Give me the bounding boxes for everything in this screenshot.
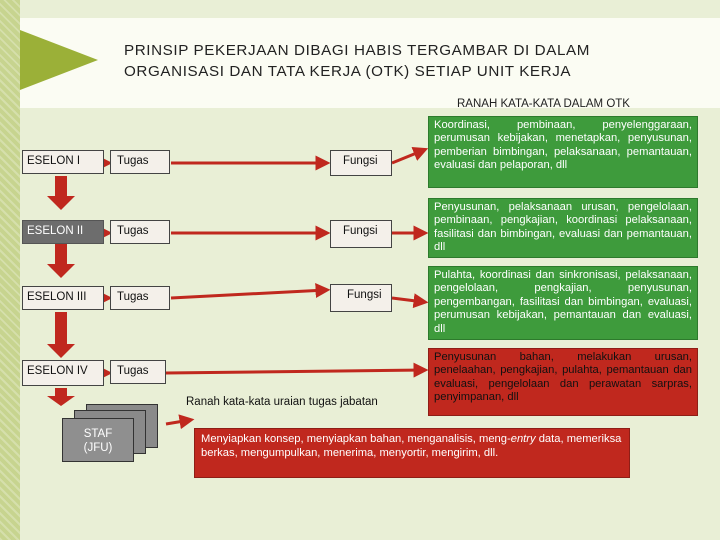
staf-desc-post: data, memeriksa berkas, mengumpulkan, menerima, menyortir, mengirim, dll. [201,433,622,459]
fungsi-3-label: Fungsi [347,289,382,301]
tugas-3-label: Tugas [117,291,149,303]
staf-card [62,418,134,462]
staf-label: STAF [83,428,113,440]
fungsi-1-label: Fungsi [343,155,378,167]
tugas-2-label: Tugas [117,225,149,237]
desc-staf [194,428,630,478]
eselon-3-label: ESELON III [27,291,87,303]
fungsi-2-box [330,220,392,248]
fungsi-2-label: Fungsi [343,225,378,237]
title-line-1: PRINSIP PEKERJAAN DIBAGI HABIS TERGAMBAR DI DALAM [124,42,591,59]
staf-desc-em: entry [510,433,536,445]
staf-desc-pre: Menyiapkan konsep, menyiapkan bahan, menganalisis, meng- [201,433,511,445]
eselon-4-box [22,360,104,386]
title-line-2: ORGANISASI DAN TATA KERJA (OTK) SETIAP UNIT KERJA [124,63,572,80]
tugas-4-label: Tugas [117,365,149,377]
desc-eselon-3: Pulahta, koordinasi dan sinkronisasi, pelaksanaan, pengelolaan, pengkajian, penyusunan, pengembangan, fasilitasi dan bimbingan, evaluasi, perumusan kebijakan, pemantauan dan evaluasi, dll [428,266,698,340]
subtitle: RANAH KATA-KATA DALAM OTK [457,98,630,110]
desc-eselon-2: Penyusunan, pelaksanaan urusan, pengelolaan, pembinaan, pengkajian, koordinasi pelaksanaan, fasilitasi dan bimbingan, evaluasi dan pemantauan, dll [428,198,698,258]
arrow-fungsi1-desc [392,150,424,163]
fungsi-1-box [330,150,392,176]
staf-sublabel: (JFU) [83,442,113,454]
arrow-tugas4-desc [166,370,424,373]
arrow-fungsi3-desc [392,298,424,302]
desc-eselon-1: Koordinasi, pembinaan, penyelenggaraan, perumusan kebijakan, menetapkan, penyusunan, pemberian bimbingan, pelaksanaan, pemantauan, evaluasi dan pelaporan, dll [428,116,698,188]
staf-stack [62,404,162,466]
eselon-3-box [22,286,104,310]
down-arrow-2 [47,244,75,278]
eselon-1-label: ESELON I [27,155,81,167]
eselon-2-box [22,220,104,244]
desc-eselon-4: Penyusunan bahan, melakukan urusan, penelaahan, pengkajian, pulahta, pemantauan dan evaluasi, pengelolaan dan perawatan sarpras, penyimpanan, dll [428,348,698,416]
tugas-2-box [110,220,170,244]
eselon-1-box [22,150,104,174]
tugas-1-label: Tugas [117,155,149,167]
down-arrow-3 [47,312,75,358]
ranah-note: Ranah kata-kata uraian tugas jabatan [186,396,378,408]
tugas-1-box [110,150,170,174]
eselon-2-label: ESELON II [27,225,84,237]
tugas-3-box [110,286,170,310]
eselon-4-label: ESELON IV [27,365,88,377]
down-arrow-1 [47,176,75,210]
tugas-4-box [110,360,166,384]
arrow-staf-desc [166,420,190,424]
fungsi-3-box [330,284,392,312]
arrow-tugas3-fungsi [171,290,326,298]
